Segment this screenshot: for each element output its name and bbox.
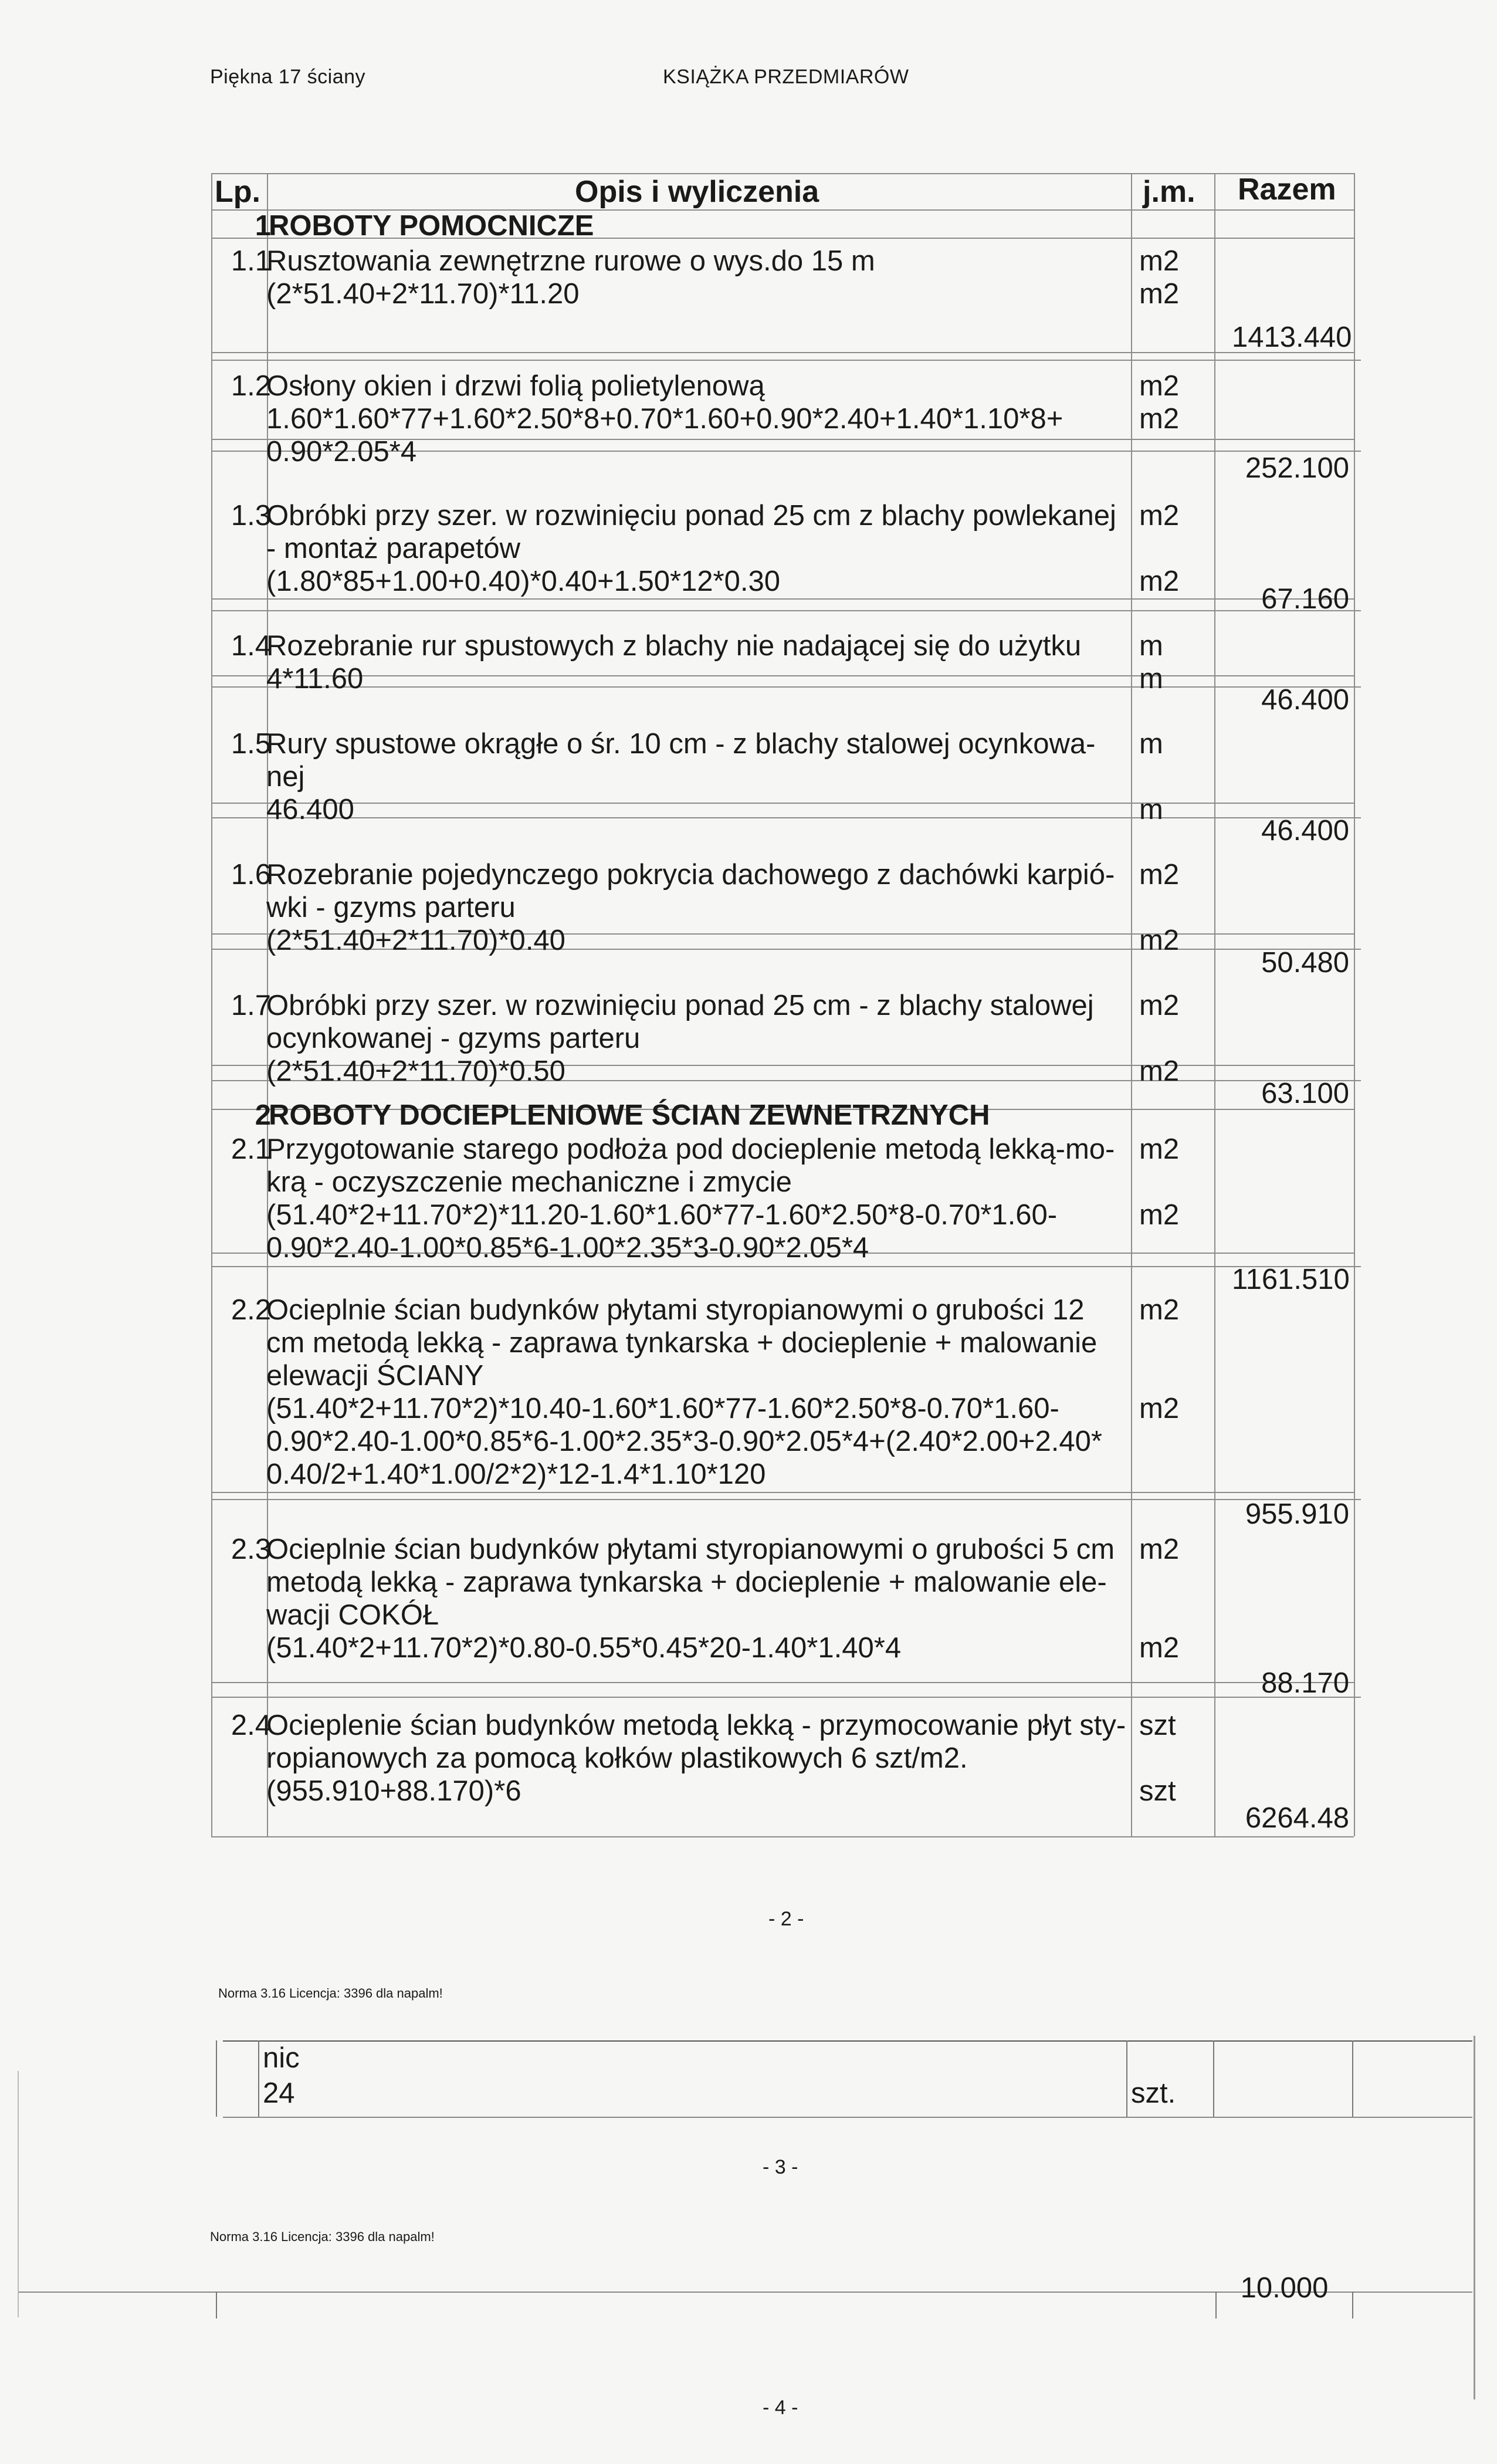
item-jm: m2: [1139, 1294, 1180, 1326]
header-opis: Opis i wyliczenia: [575, 175, 819, 209]
item-desc: Obróbki przy szer. w rozwinięciu ponad 25 cm z blachy powlekanej: [266, 500, 1116, 532]
item-desc: krą - oczyszczenie mechaniczne i zmycie: [266, 1166, 792, 1198]
item-lp: 2.2: [231, 1294, 271, 1326]
item-razem: 63.100: [1261, 1078, 1349, 1109]
item-desc: cm metodą lekką - zaprawa tynkarska + docieplenie + malowanie: [266, 1327, 1098, 1359]
item-calc: (955.910+88.170)*6: [266, 1775, 521, 1807]
item-desc: metodą lekką - zaprawa tynkarska + docieplenie + malowanie ele-: [266, 1566, 1107, 1598]
item-calc: (51.40*2+11.70*2)*0.80-0.55*0.45*20-1.40*1.40*4: [266, 1632, 902, 1664]
item-calc-jm: m2: [1139, 1199, 1180, 1231]
item-lp: 1.2: [231, 370, 271, 402]
item-calc: 0.90*2.40-1.00*0.85*6-1.00*2.35*3-0.90*2.05*4+(2.40*2.00+2.40*: [266, 1426, 1102, 1457]
item-calc: 1.60*1.60*77+1.60*2.50*8+0.70*1.60+0.90*2.40+1.40*1.10*8+: [266, 403, 1064, 435]
item-lp: 1.6: [231, 859, 271, 891]
page-footer: Norma 3.16 Licencja: 3396 dla napalm!: [218, 1986, 443, 2001]
continuation-line: 24: [263, 2077, 295, 2109]
item-calc-jm: m: [1139, 663, 1163, 695]
item-calc: 4*11.60: [266, 663, 364, 695]
item-lp: 1.1: [231, 245, 271, 277]
header-jm: j.m.: [1143, 175, 1195, 209]
item-razem: 46.400: [1261, 684, 1349, 716]
item-desc: Ocieplnie ścian budynków płytami styropianowymi o grubości 12: [266, 1294, 1085, 1326]
item-jm: m: [1139, 630, 1163, 662]
item-calc: (2*51.40+2*11.70)*11.20: [266, 278, 580, 310]
item-jm: m2: [1139, 990, 1180, 1021]
item-calc: (2*51.40+2*11.70)*0.50: [266, 1055, 565, 1087]
item-calc: 0.90*2.05*4: [266, 436, 417, 468]
item-calc: (1.80*85+1.00+0.40)*0.40+1.50*12*0.30: [266, 566, 780, 597]
item-desc: elewacji ŚCIANY: [266, 1360, 484, 1392]
header-lp: Lp.: [215, 175, 260, 209]
section-number: 2: [255, 1099, 271, 1131]
item-desc: Ocieplenie ścian budynków metodą lekką - przymocowanie płyt sty-: [266, 1710, 1126, 1741]
header-left: Piękna 17 ściany: [210, 66, 366, 88]
item-jm: m2: [1139, 1534, 1180, 1565]
item-razem: 6264.48: [1245, 1802, 1349, 1834]
item-calc: (2*51.40+2*11.70)*0.40: [266, 925, 565, 956]
item-desc: Rusztowania zewnętrzne rurowe o wys.do 15 m: [266, 245, 875, 277]
clipped-value: 10.000: [1240, 2272, 1329, 2304]
item-calc: 0.40/2+1.40*1.00/2*2)*12-1.4*1.10*120: [266, 1458, 766, 1490]
item-calc-jm: m2: [1139, 1055, 1180, 1087]
item-razem: 1161.510: [1232, 1264, 1350, 1295]
item-razem: 252.100: [1245, 452, 1349, 484]
item-desc: Rozebranie pojedynczego pokrycia dachowego z dachówki karpió-: [266, 859, 1115, 891]
item-jm: m2: [1139, 859, 1180, 891]
item-lp: 1.4: [231, 630, 271, 662]
item-calc-jm: m2: [1139, 278, 1180, 310]
scan-edge: [1474, 2036, 1475, 2399]
item-jm: m: [1139, 728, 1163, 760]
item-lp: 1.7: [231, 990, 271, 1021]
scan-edge: [18, 2071, 19, 2317]
item-desc: Rury spustowe okrągłe o śr. 10 cm - z blachy stalowej ocynkowa-: [266, 728, 1096, 760]
item-desc: ropianowych za pomocą kołków plastikowych 6 szt/m2.: [266, 1742, 968, 1774]
item-razem: 50.480: [1261, 947, 1349, 979]
item-calc-jm: m2: [1139, 403, 1180, 435]
section-title: ROBOTY DOCIEPLENIOWE ŚCIAN ZEWNETRZNYCH: [269, 1099, 990, 1131]
item-razem: 1413.440: [1232, 321, 1352, 353]
item-desc: Ocieplnie ścian budynków płytami styropianowymi o grubości 5 cm: [266, 1534, 1115, 1565]
item-jm: m2: [1139, 370, 1180, 402]
page-footer: Norma 3.16 Licencja: 3396 dla napalm!: [210, 2229, 435, 2244]
item-calc-jm: m2: [1139, 566, 1180, 597]
item-calc-jm: szt: [1139, 1775, 1176, 1807]
item-razem: 67.160: [1261, 583, 1349, 615]
header-center: KSIĄŻKA PRZEDMIARÓW: [663, 66, 909, 88]
continuation-jm: szt.: [1131, 2077, 1176, 2109]
item-lp: 2.4: [231, 1710, 271, 1741]
item-calc-jm: m: [1139, 794, 1163, 825]
item-desc: - montaż parapetów: [266, 533, 521, 564]
item-desc: Rozebranie rur spustowych z blachy nie nadającej się do użytku: [266, 630, 1082, 662]
page-number: - 2 -: [768, 1908, 804, 1930]
item-calc-jm: m2: [1139, 1393, 1180, 1424]
page-number: - 4 -: [763, 2397, 798, 2419]
section-number: 1: [255, 210, 271, 242]
item-desc: wki - gzyms parteru: [266, 892, 516, 923]
item-desc: Obróbki przy szer. w rozwinięciu ponad 25 cm - z blachy stalowej: [266, 990, 1094, 1021]
item-calc: (51.40*2+11.70*2)*10.40-1.60*1.60*77-1.60*2.50*8-0.70*1.60-: [266, 1393, 1059, 1424]
item-razem: 46.400: [1261, 815, 1349, 847]
item-desc: wacji COKÓŁ: [266, 1599, 439, 1631]
page-number: - 3 -: [763, 2156, 798, 2178]
item-calc: 46.400: [266, 794, 354, 825]
item-desc: Przygotowanie starego podłoża pod docieplenie metodą lekką-mo-: [266, 1133, 1115, 1165]
item-jm: szt: [1139, 1710, 1176, 1741]
item-lp: 2.3: [231, 1534, 271, 1565]
item-desc: ocynkowanej - gzyms parteru: [266, 1023, 641, 1054]
item-lp: 1.3: [231, 500, 271, 532]
item-calc: 0.90*2.40-1.00*0.85*6-1.00*2.35*3-0.90*2.05*4: [266, 1232, 869, 1264]
item-razem: 955.910: [1245, 1498, 1349, 1530]
item-jm: m2: [1139, 500, 1180, 532]
item-lp: 1.5: [231, 728, 271, 760]
item-desc: Osłony okien i drzwi folią polietylenową: [266, 370, 765, 402]
item-calc-jm: m2: [1139, 925, 1180, 956]
item-jm: m2: [1139, 245, 1180, 277]
item-razem: 88.170: [1261, 1667, 1349, 1699]
item-lp: 2.1: [231, 1133, 271, 1165]
item-jm: m2: [1139, 1133, 1180, 1165]
section-title: ROBOTY POMOCNICZE: [269, 210, 594, 242]
item-calc: (51.40*2+11.70*2)*11.20-1.60*1.60*77-1.60*2.50*8-0.70*1.60-: [266, 1199, 1058, 1231]
header-razem: Razem: [1238, 172, 1336, 207]
item-desc: nej: [266, 761, 305, 793]
przedmiar-table: [211, 173, 1354, 1836]
item-calc-jm: m2: [1139, 1632, 1180, 1664]
continuation-line: nic: [263, 2042, 300, 2074]
